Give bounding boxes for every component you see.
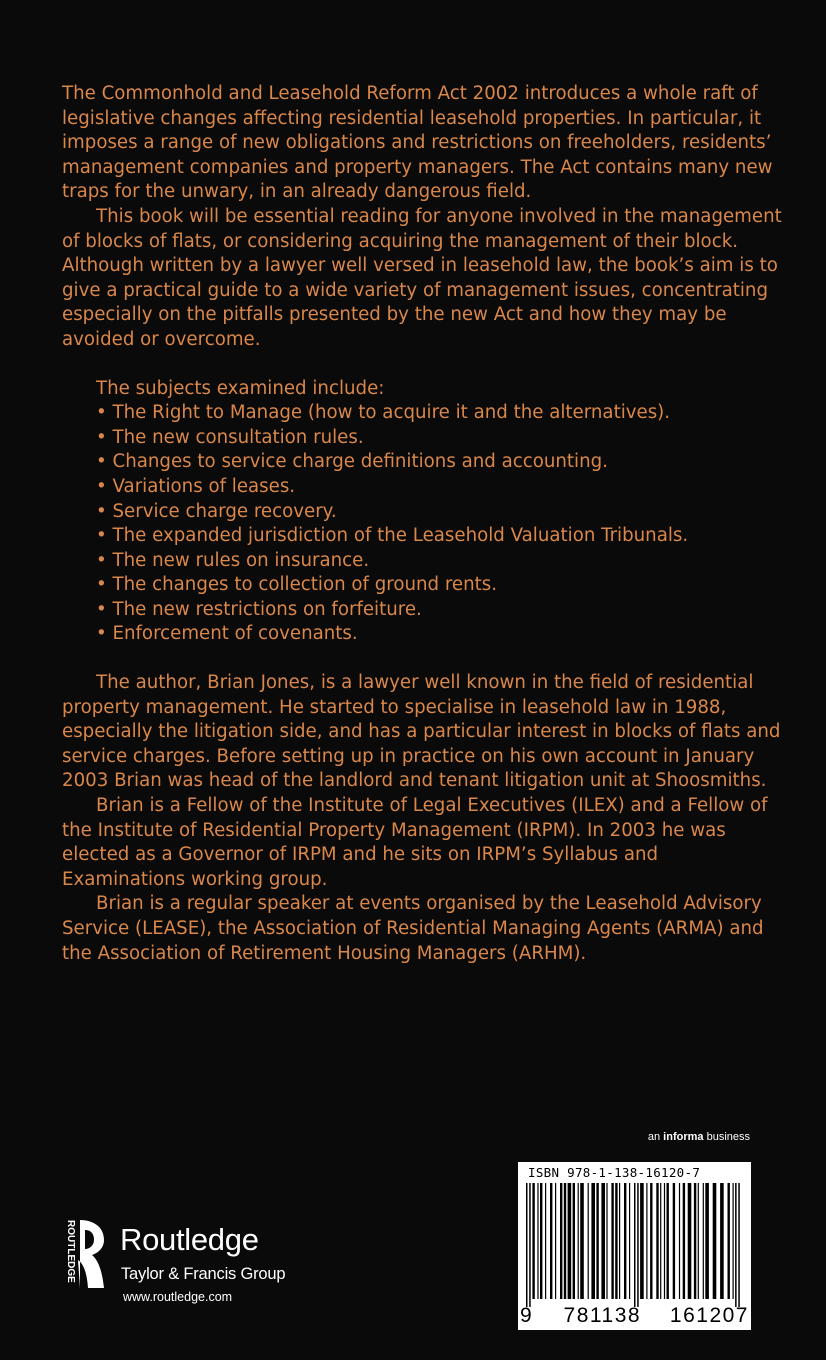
routledge-logo-icon [58, 1218, 110, 1290]
subject-item: • Enforcement of covenants. [96, 622, 782, 647]
barcode-bar [656, 1183, 658, 1299]
barcode-bar [588, 1183, 589, 1299]
author-credentials-paragraph: Brian is a Fellow of the Institute of Legal Executives (ILEX) and a Fellow of the Institute of Residential Property Management (IRPM). In 2003 he was elected as a Governor of IRPM and he sits on IRPM’s Syllabus and Examinations working group. [62, 795, 768, 890]
publisher-name: Routledge [120, 1222, 259, 1257]
subject-item: • The Right to Manage (how to acquire it and the alternatives). [96, 401, 782, 426]
subject-item: • The expanded jurisdiction of the Leasehold Valuation Tribunals. [96, 524, 782, 549]
barcode-bar [664, 1183, 665, 1299]
barcode-bar [738, 1183, 740, 1307]
isbn-barcode [518, 1162, 751, 1330]
barcode-bar [529, 1183, 531, 1307]
subjects-intro: The subjects examined include: [96, 377, 385, 399]
barcode-bar [615, 1183, 617, 1299]
barcode-bar [591, 1183, 595, 1299]
intro-paragraph: The Commonhold and Leasehold Reform Act 2002 introduces a whole raft of legislative changes affecting residential leasehold properties. In particular, it imposes a range of new obligations and restrictions on freeholders, residents’ management companies and property managers. The Act contains many new traps for the unwary, in an already dangerous field. [62, 83, 773, 203]
barcode-bar [640, 1183, 644, 1299]
barcode-bar [619, 1183, 620, 1299]
barcode-bar [560, 1183, 562, 1299]
barcode-bar [694, 1183, 696, 1299]
barcode-bar [667, 1183, 669, 1299]
subject-item: • The new restrictions on forfeiture. [96, 598, 782, 623]
barcode-bar [650, 1183, 652, 1299]
barcode-bar [545, 1183, 546, 1299]
barcode-bar [526, 1183, 528, 1307]
barcode-bar [624, 1183, 626, 1299]
barcode-bar [580, 1183, 584, 1299]
informa-brand: informa [663, 1131, 704, 1143]
publisher-group: Taylor & Francis Group [121, 1265, 286, 1283]
barcode-bar [550, 1183, 552, 1299]
subject-item: • The new consultation rules. [96, 426, 782, 451]
barcode-bar [606, 1183, 607, 1299]
barcode-bar [728, 1183, 730, 1299]
barcode-bar [540, 1183, 542, 1299]
barcode-bar [679, 1183, 680, 1299]
publisher-block [58, 1218, 318, 1308]
barcode-bar [578, 1183, 579, 1299]
back-cover-blurb [62, 82, 782, 966]
barcode-bar [537, 1183, 538, 1299]
barcode-bar [660, 1183, 661, 1299]
barcode-bar [713, 1183, 717, 1299]
barcode-bar [596, 1183, 598, 1299]
informa-tagline: an informa business [647, 1131, 750, 1143]
subject-item: • Changes to service charge definitions and accounting. [96, 450, 782, 475]
barcode-bar [646, 1183, 647, 1299]
barcode-bar [673, 1183, 675, 1299]
subject-item: • The changes to collection of ground rents. [96, 573, 782, 598]
subjects-section [96, 377, 782, 648]
barcode-bar [564, 1183, 566, 1299]
subject-item: • The new rules on insurance. [96, 549, 782, 574]
barcode-bar [629, 1183, 630, 1299]
barcode-bar [683, 1183, 685, 1299]
barcode-bar [532, 1183, 534, 1299]
barcode-bar [698, 1183, 699, 1299]
barcode-bar [735, 1183, 737, 1307]
author-speaking-paragraph: Brian is a regular speaker at events organised by the Leasehold Advisory Service (LEASE), the Association of Residential Managing Agents (ARMA) and the Association of Retirement Housing Managers (ARHM). [62, 893, 764, 964]
barcode-bar [555, 1183, 556, 1299]
barcode-bar [705, 1183, 709, 1299]
barcode-bar [611, 1183, 613, 1299]
svg-text:ROUTLEDGE: ROUTLEDGE [65, 1220, 76, 1283]
barcode-bar [601, 1183, 605, 1299]
barcode-bar [634, 1183, 636, 1307]
barcode-bar [568, 1183, 572, 1299]
barcode-bar [720, 1183, 724, 1299]
barcode-bar [703, 1183, 704, 1299]
subjects-list [96, 401, 782, 647]
barcode-digits: 9 781138 161207 [520, 1304, 749, 1327]
isbn-label: ISBN 978-1-138-16120-7 [528, 1165, 701, 1180]
subject-item: • Variations of leases. [96, 475, 782, 500]
barcode-bar [637, 1183, 639, 1307]
barcode-bar [573, 1183, 575, 1299]
barcode-bar [733, 1183, 734, 1299]
publisher-url[interactable]: www.routledge.com [123, 1290, 233, 1304]
author-bio-paragraph: The author, Brian Jones, is a lawyer well known in the field of residential property management. He started to specialise in leasehold law in 1988, especially the litigation side, and has a particular interest in blocks of flats and service charges. Before setting up in practice on his own account in January 2003 Brian was head of the landlord and tenant litigation unit at Shoosmiths. [62, 672, 781, 792]
subject-item: • Service charge recovery. [96, 500, 782, 525]
purpose-paragraph: This book will be essential reading for anyone involved in the management of blocks of flats, or considering acquiring the management of their block. Although written by a lawyer well versed in leasehold law, the book’s aim is to give a practical guide to a wide variety of management issues, concentrating especially on the pitfalls presented by the new Act and how they may be avoided or overcome. [62, 205, 782, 350]
barcode-bars [526, 1183, 743, 1307]
barcode-bar [688, 1183, 692, 1299]
